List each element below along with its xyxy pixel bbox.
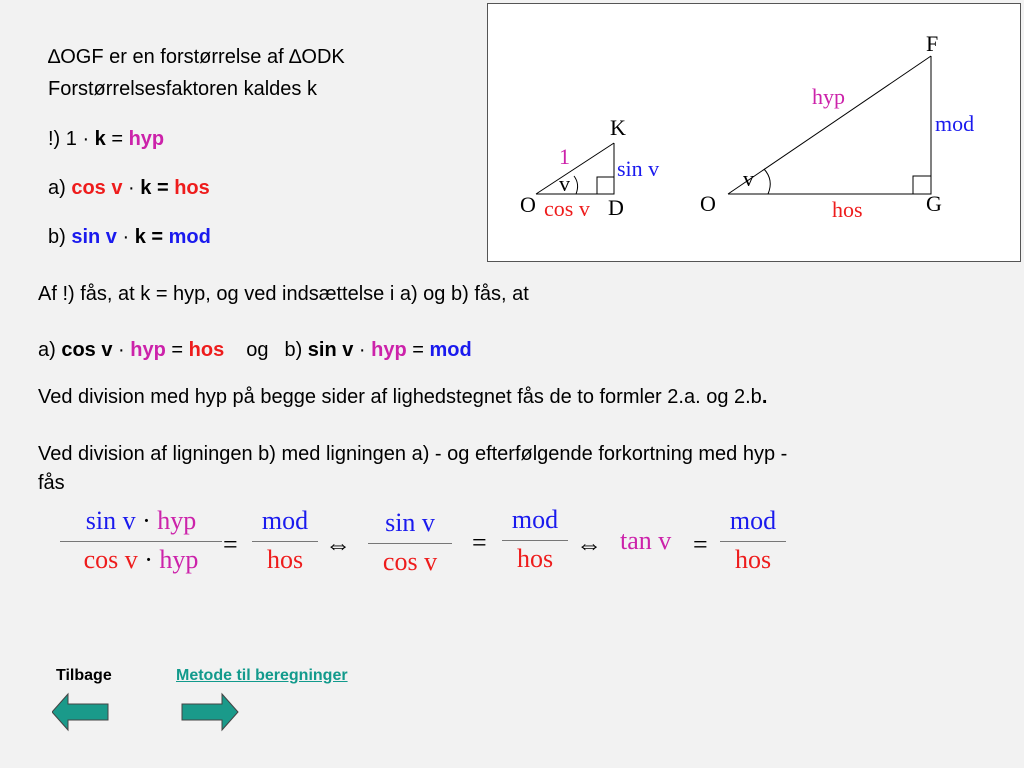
fraction-4-bar (502, 540, 568, 541)
equation-b: b) sin v · k = mod (48, 226, 211, 248)
label-O-large: O (700, 191, 716, 216)
large-triangle-hypotenuse (728, 56, 931, 194)
label-hos: hos (832, 197, 863, 222)
label-small-hyp: 1 (559, 144, 570, 169)
fraction-1-denominator: cos v · hyp (83, 545, 199, 574)
small-right-angle-marker (597, 177, 614, 194)
next-arrow-icon[interactable] (180, 692, 240, 732)
label-G: G (926, 191, 942, 216)
equals-2: = (472, 528, 487, 557)
label-sin-v: sin v (617, 156, 660, 181)
triangle-figure (487, 3, 1021, 262)
fraction-2-denominator: hos (266, 545, 304, 574)
fraction-1-numerator: sin v · hyp (85, 506, 197, 535)
iff-2: ⇔ (576, 530, 602, 559)
label-cos-v: cos v (544, 196, 590, 221)
fraction-2-numerator: mod (261, 506, 309, 535)
line-a-b: a) cos v · hyp = hos og b) sin v · hyp = mod (38, 339, 472, 361)
fraction-5-denominator: hos (734, 545, 772, 574)
label-O-small: O (520, 192, 536, 217)
equals-3: = (693, 530, 708, 559)
fraction-4-numerator: mod (511, 505, 559, 534)
fraction-5-numerator: mod (729, 506, 777, 535)
paragraph-3-line-1: Ved division af ligningen b) med ligningen a) - og efterfølgende forkortning med hyp - (38, 443, 788, 465)
label-F: F (926, 31, 939, 56)
fraction-3-bar (368, 543, 452, 544)
back-label[interactable]: Tilbage (56, 667, 112, 684)
label-large-hyp: hyp (812, 84, 845, 109)
label-mod: mod (935, 111, 975, 136)
small-triangle-hypotenuse (536, 143, 614, 194)
intro-line-1: ∆OGF er en forstørrelse af ∆ODK (48, 46, 345, 68)
fraction-2-bar (252, 541, 318, 542)
paragraph-1: Af !) fås, at k = hyp, og ved indsættelse i a) og b) fås, at (38, 283, 529, 305)
next-method-link[interactable]: Metode til beregninger (176, 667, 348, 684)
iff-1: ⇔ (325, 530, 351, 559)
equals-1: = (223, 530, 238, 559)
back-arrow-icon[interactable] (52, 692, 110, 732)
tan-v: tan v (620, 526, 672, 555)
fraction-5-bar (720, 541, 786, 542)
fraction-3-numerator: sin v (385, 508, 435, 537)
label-K: K (610, 115, 626, 140)
equation-a: a) cos v · k = hos (48, 177, 210, 199)
fraction-1-bar (60, 541, 222, 542)
fraction-3-denominator: cos v (382, 547, 438, 576)
label-D: D (608, 195, 624, 220)
large-angle-arc (764, 169, 770, 194)
intro-line-2: Forstørrelsesfaktoren kaldes k (48, 78, 317, 100)
label-small-angle: v (559, 171, 570, 196)
paragraph-3-line-2: fås (38, 472, 65, 494)
label-large-angle: v (743, 166, 754, 191)
small-angle-arc (574, 176, 578, 194)
equation-1: !) 1 · k = hyp (48, 128, 165, 150)
paragraph-2: Ved division med hyp på begge sider af lighedstegnet fås de to formler 2.a. og 2.b. (38, 386, 768, 408)
fraction-4-denominator: hos (516, 544, 554, 573)
